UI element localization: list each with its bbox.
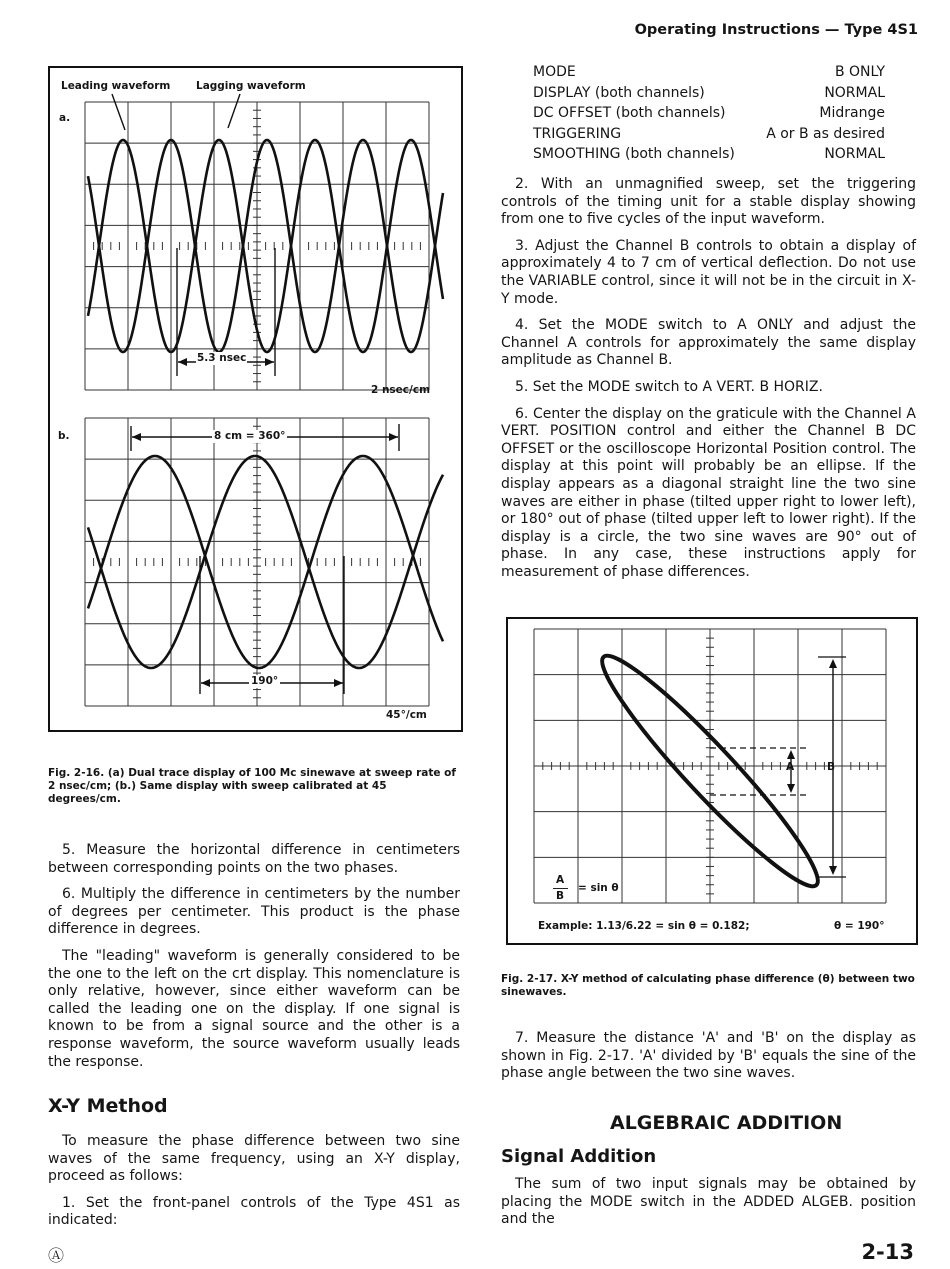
- paragraph: 3. Adjust the Channel B controls to obtain a display of approximately 4 to 7 cm of vertical deflection. Do not use the VARIABLE control, since it will not be in the circuit in X-Y mode.: [501, 237, 916, 307]
- left-column-text: [48, 842, 460, 1080]
- setting-row: [533, 124, 885, 145]
- formula-divider: [553, 888, 568, 889]
- formula-numerator: A: [556, 874, 565, 886]
- paragraph: The sum of two input signals may be obtained by placing the MODE switch in the ADDED ALGEB. position and the: [501, 1176, 916, 1228]
- a-arrowhead: [787, 750, 795, 759]
- setting-value: B ONLY: [834, 64, 885, 80]
- xy-method-text: [48, 1133, 460, 1239]
- setting-value: Midrange: [819, 105, 885, 122]
- distance-a-label: A: [786, 761, 795, 773]
- setting-name: DC OFFSET (both channels): [533, 105, 726, 122]
- sweep-rate-label-a: 2 nsec/cm: [371, 384, 431, 396]
- paragraph: 2. With an unmagnified sweep, set the triggering controls of the timing unit for a stable display showing from one to five cycles of the input waveform.: [501, 176, 916, 228]
- setting-value: NORMAL: [824, 84, 885, 101]
- figure-2-16-graphic: [48, 66, 463, 732]
- figure-2-16: [48, 66, 463, 732]
- algebraic-addition-heading: ALGEBRAIC ADDITION: [610, 1112, 843, 1134]
- figure-2-17-caption: Fig. 2-17. X-Y method of calculating phase difference (θ) between two sinewaves.: [501, 973, 915, 998]
- a-arrowhead: [787, 784, 795, 793]
- signal-addition-text: [501, 1176, 916, 1238]
- setting-value: NORMAL: [824, 146, 885, 163]
- paragraph: To measure the phase difference between two sine waves of the same frequency, using an X-Y display, proceed as follows:: [48, 1133, 460, 1185]
- page-number: 2-13: [861, 1240, 914, 1264]
- setting-row: [533, 144, 885, 165]
- xy-method-heading: X-Y Method: [48, 1095, 168, 1117]
- control-settings: [533, 62, 885, 165]
- figure-2-17: [506, 617, 918, 945]
- formula-denominator: B: [556, 890, 565, 902]
- example-line: Example: 1.13/6.22 = sin θ = 0.182;: [538, 920, 750, 932]
- signal-addition-heading: Signal Addition: [501, 1146, 657, 1167]
- setting-row: [533, 83, 885, 104]
- cycle-arrowhead: [389, 433, 398, 441]
- leading-pointer: [112, 94, 125, 130]
- step-7-text: [501, 1030, 916, 1092]
- paragraph: 4. Set the MODE switch to A ONLY and adjust the Channel A controls for approximately the same display amplitude as Channel B.: [501, 317, 916, 369]
- tektronix-logo: Ⓐ: [48, 1246, 65, 1265]
- time-difference-label: 5.3 nsec: [197, 352, 247, 364]
- phase-difference-label: 190°: [251, 675, 279, 687]
- panel-b-label: b.: [58, 430, 70, 442]
- paragraph: 7. Measure the distance 'A' and 'B' on the display as shown in Fig. 2-17. 'A' divided by 'B' equals the sine of the phase angle between the two sine waves.: [501, 1030, 916, 1082]
- setting-name: TRIGGERING: [533, 125, 622, 142]
- paragraph: The "leading" waveform is generally considered to be the one to the left on the crt display. This nomenclature is only relative, however, since either waveform can be called the leading one on the display. If one signal is known to be from a signal source and the other is a response waveform, the source waveform usually leads the response.: [48, 947, 460, 1070]
- phase-arrowhead: [201, 679, 210, 687]
- distance-b-label: B: [827, 761, 836, 773]
- right-column-text: [501, 176, 916, 590]
- measure-arrowhead: [178, 358, 187, 366]
- figure-2-16-caption: Fig. 2-16. (a) Dual trace display of 100 Mc sinewave at sweep rate of 2 nsec/cm; (b.) Same display with sweep calibrated at 45 degrees/cm.: [48, 767, 456, 805]
- lagging-pointer: [228, 94, 240, 128]
- paragraph: 6. Multiply the difference in centimeters by the number of degrees per centimeter. This product is the phase difference in degrees.: [48, 886, 460, 938]
- theta-value: θ = 190°: [834, 920, 885, 932]
- b-arrowhead: [829, 659, 837, 668]
- cycle-arrowhead: [132, 433, 141, 441]
- running-header: Operating Instructions — Type 4S1: [634, 22, 918, 38]
- paragraph: 6. Center the display on the graticule with the Channel A VERT. POSITION control and either the Channel B DC OFFSET or the oscilloscope Horizontal Position control. The display at this point will probably be an ellipse. If the display appears as a diagonal straight line the two sine waves are either in phase (tilted upper right to lower left), or 180° out of phase (tilted upper left to lower right). If the display is a circle, the two sine waves are 90° out of phase. In any case, these instructions apply for measurement of phase differences.: [501, 405, 916, 580]
- b-arrowhead: [829, 866, 837, 875]
- setting-name: DISPLAY (both channels): [533, 84, 705, 101]
- paragraph: 5. Set the MODE switch to A VERT. B HORIZ.: [515, 378, 823, 395]
- formula-rhs: = sin θ: [578, 882, 619, 894]
- setting-row: [533, 62, 885, 83]
- paragraph: 1. Set the front-panel controls of the Type 4S1 as indicated:: [48, 1194, 460, 1229]
- figure-border: [507, 618, 917, 944]
- panel-a-label: a.: [59, 112, 71, 124]
- leading-waveform-label: Leading waveform: [61, 80, 171, 92]
- figure-2-17-graphic: [506, 617, 918, 945]
- setting-name: MODE: [533, 64, 576, 80]
- lagging-waveform-label: Lagging waveform: [196, 80, 306, 92]
- sweep-rate-label-b: 45°/cm: [386, 709, 427, 721]
- measure-arrowhead: [265, 358, 274, 366]
- setting-value: A or B as desired: [766, 125, 885, 142]
- paragraph: 5. Measure the horizontal difference in centimeters between corresponding points on the two phases.: [48, 842, 460, 876]
- one-cycle-label: 8 cm = 360°: [214, 430, 286, 442]
- phase-arrowhead: [334, 679, 343, 687]
- setting-name: SMOOTHING (both channels): [533, 146, 735, 163]
- setting-row: [533, 103, 885, 124]
